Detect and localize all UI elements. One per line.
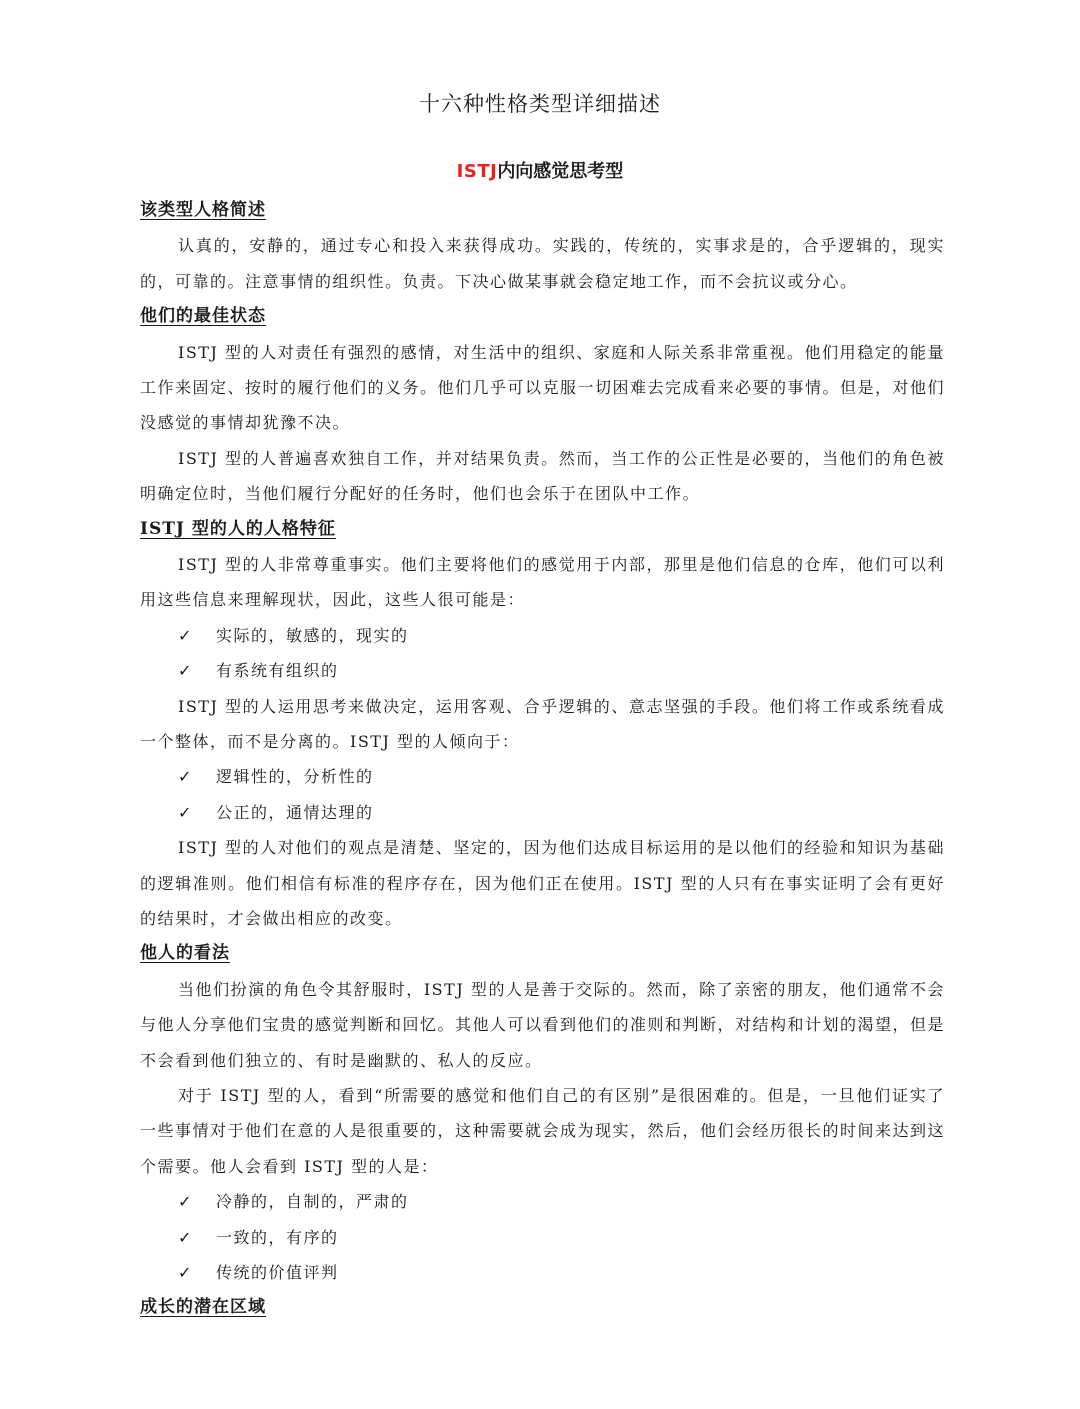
heading-best-state: 他们的最佳状态	[140, 306, 266, 327]
check-icon: ✓	[178, 767, 193, 787]
list-item: ✓ 逻辑性的，分析性的	[140, 759, 945, 794]
list-item: ✓ 实际的，敏感的，现实的	[140, 618, 945, 653]
paragraph: ISTJ 型的人对责任有强烈的感情，对生活中的组织、家庭和人际关系非常重视。他们用稳定的能量工作来固定、按时的履行他们的义务。他们几乎可以克服一切困难去完成看来必要的事情。但是，对他们没感觉的事情却犹豫不决。	[140, 342, 946, 433]
list-item: ✓ 公正的，通情达理的	[140, 795, 945, 830]
list-item: ✓ 传统的价值评判	[140, 1255, 945, 1290]
check-icon: ✓	[178, 1263, 193, 1283]
heading-others-view: 他人的看法	[140, 943, 230, 964]
paragraph: 认真的，安静的，通过专心和投入来获得成功。实践的，传统的，实事求是的，合乎逻辑的，现实的，可靠的。注意事情的组织性。负责。下决心做某事就会稳定地工作，而不会抗议或分心。	[140, 236, 945, 291]
heading-growth-areas: 成长的潜在区域	[140, 1297, 266, 1318]
check-icon: ✓	[178, 1192, 193, 1212]
heading-traits: ISTJ 型的人的人格特征	[140, 518, 336, 539]
type-code: ISTJ	[456, 161, 498, 182]
check-icon: ✓	[178, 1227, 193, 1247]
type-name: 内向感觉思考型	[497, 161, 624, 182]
paragraph: 对于 ISTJ 型的人，看到“所需要的感觉和他们自己的有区别”是很困难的。但是，一旦他们证实了一些事情对于他们在意的人是很重要的，这种需要就会成为现实，然后，他们会经历很长的时间来达到这个需要。他人会看到 ISTJ 型的人是：	[140, 1086, 946, 1176]
heading-summary: 该类型人格简述	[140, 200, 266, 220]
list-item: ✓ 一致的，有序的	[140, 1220, 945, 1255]
document-title: 十六种性格类型详细描述	[419, 92, 661, 116]
paragraph: ISTJ 型的人对他们的观点是清楚、坚定的，因为他们达成目标运用的是以他们的经验和知识为基础的逻辑准则。他们相信有标准的程序存在，因为他们正在使用。ISTJ 型的人只有在事实证明了会有更好的结果时，才会做出相应的改变。	[140, 838, 945, 929]
check-icon: ✓	[178, 802, 193, 822]
list-item: ✓ 冷静的，自制的，严肃的	[140, 1184, 945, 1219]
list-item: ✓ 有系统有组织的	[140, 653, 945, 688]
paragraph: ISTJ 型的人普遍喜欢独自工作，并对结果负责。然而，当工作的公正性是必要的，当他们的角色被明确定位时，当他们履行分配好的任务时，他们也会乐于在团队中工作。	[140, 448, 945, 504]
check-icon: ✓	[178, 625, 193, 645]
paragraph: ISTJ 型的人非常尊重事实。他们主要将他们的感觉用于内部，那里是他们信息的仓库，他们可以利用这些信息来理解现状，因此，这些人很可能是：	[140, 555, 945, 610]
section-title	[0, 157, 1080, 187]
check-icon: ✓	[178, 661, 193, 681]
paragraph: 当他们扮演的角色令其舒服时，ISTJ 型的人是善于交际的。然而，除了亲密的朋友，他们通常不会与他人分享他们宝贵的感觉判断和回忆。其他人可以看到他们的准则和判断，对结构和计划的渴望，但是不会看到他们独立的、有时是幽默的、私人的反应。	[140, 979, 946, 1070]
paragraph: ISTJ 型的人运用思考来做决定，运用客观、合乎逻辑的、意志坚强的手段。他们将工作或系统看成一个整体，而不是分离的。ISTJ 型的人倾向于：	[140, 696, 945, 752]
document-body	[140, 193, 945, 1326]
